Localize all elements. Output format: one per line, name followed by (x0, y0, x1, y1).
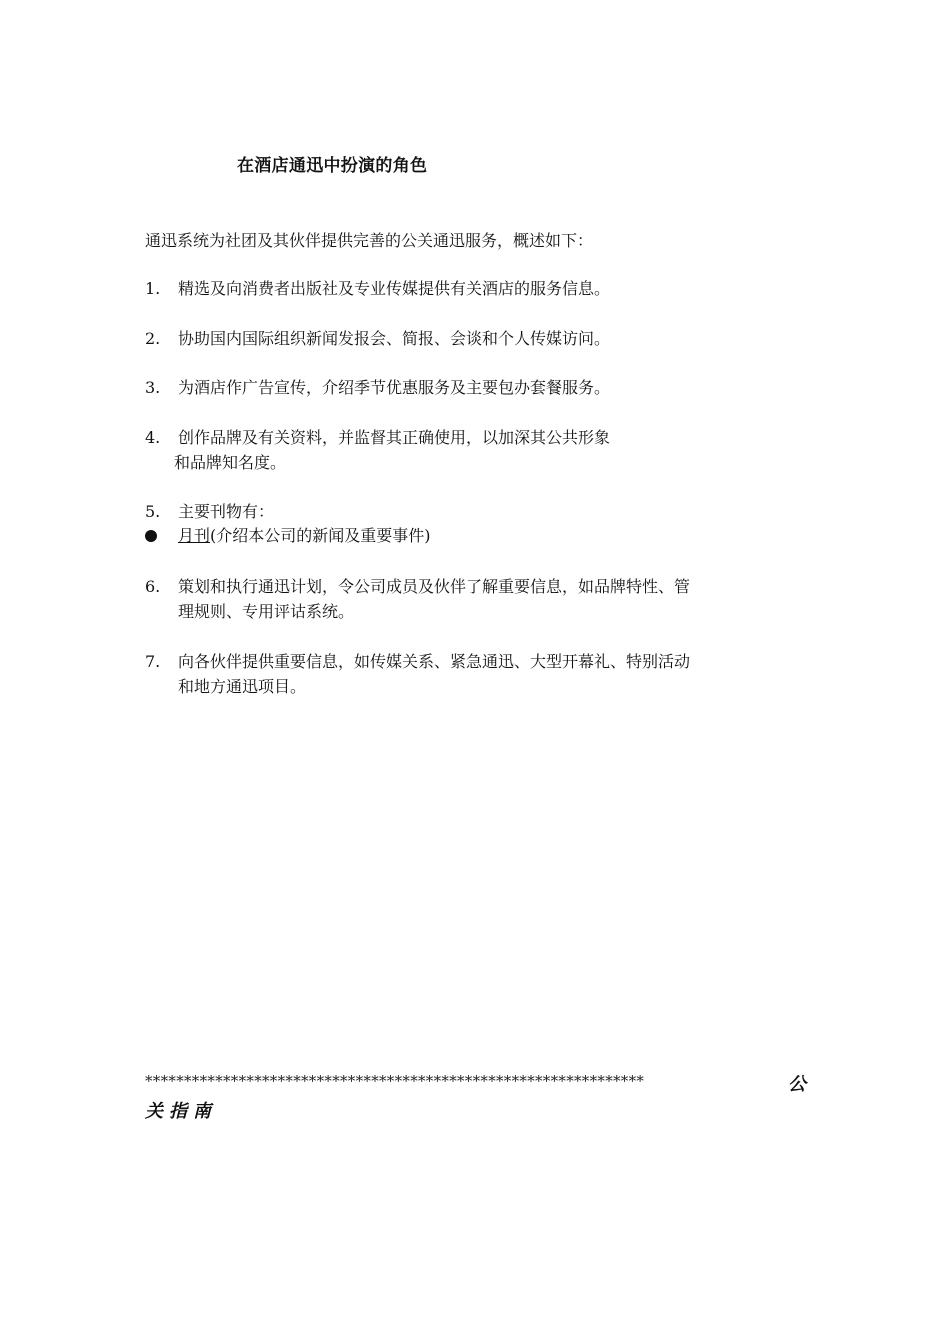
list-item-number: 1. (145, 279, 161, 298)
footer-label-rest: 关指南 (145, 1101, 217, 1122)
list-item-number: 3. (145, 378, 161, 397)
list-item-number: 5. (145, 502, 161, 521)
list-item-number: 4. (145, 428, 161, 447)
publication-description: (介绍本公司的新闻及重要事件) (210, 526, 431, 545)
list-item-text: 精选及向消费者出版社及专业传媒提供有关酒店的服务信息。 (178, 279, 611, 298)
list-item-text: 主要刊物有： (178, 502, 275, 521)
list-item-text-continued: 理规则、专用评诂系统。 (178, 602, 355, 621)
list-item-number: 7. (145, 652, 161, 671)
list-item-text: 策划和执行通迅计划，令公司成员及伙伴了解重要信息，如品牌特性、管 (178, 577, 691, 596)
list-item-number: 6. (145, 577, 161, 596)
list-item-text: 协助国内国际组织新闻发报会、简报、会谈和个人传媒访问。 (178, 329, 611, 348)
list-item-number: 2. (145, 329, 161, 348)
list-item-text: 创作品牌及有关资料，并监督其正确使用，以加深其公共形象 (178, 428, 611, 447)
document-title: 在酒店通迅中扮演的角色 (237, 156, 428, 176)
bullet-dot-icon (145, 530, 157, 542)
footer-label-start: 公 (788, 1074, 806, 1095)
intro-paragraph: 通迅系统为社团及其伙伴提供完善的公关通迅服务，概述如下： (145, 231, 594, 250)
publication-text (178, 524, 431, 548)
footer-divider-stars: **************************************************************** (145, 1072, 645, 1090)
list-item-text-continued: 和地方通迅项目。 (178, 677, 307, 696)
list-item-text: 为酒店作广告宣传，介绍季节优惠服务及主要包办套餐服务。 (178, 378, 611, 397)
publication-name: 月刊 (178, 526, 211, 545)
list-item-text-continued: 和品牌知名度。 (174, 453, 287, 472)
list-item-text: 向各伙伴提供重要信息，如传媒关系、紧急通迅、大型开幕礼、特别活动 (178, 652, 691, 671)
